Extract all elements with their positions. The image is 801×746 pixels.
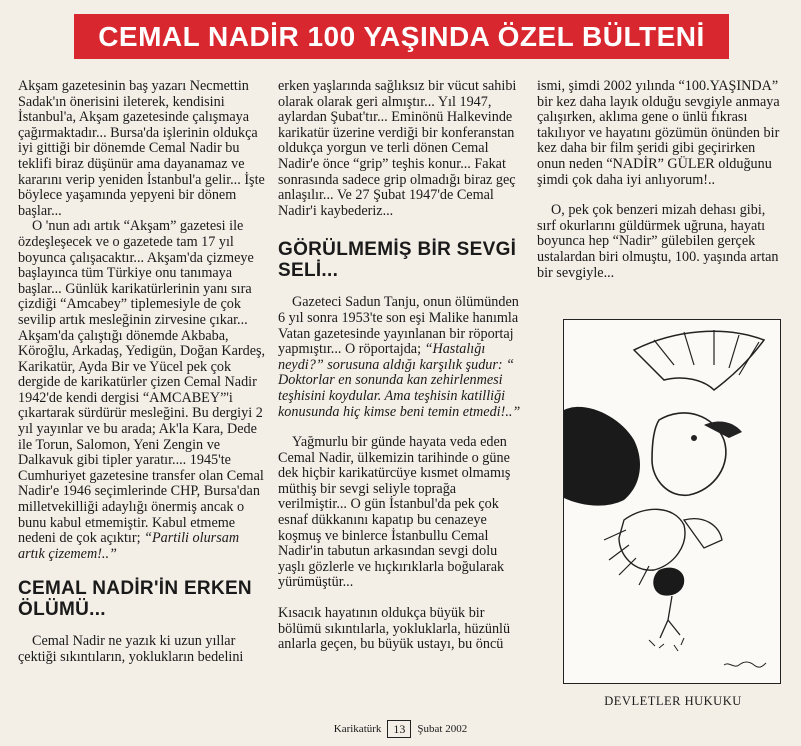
page-title: CEMAL NADİR 100 YAŞINDA ÖZEL BÜLTENİ xyxy=(98,20,705,52)
section-heading: GÖRÜLMEMİŞ BİR SEVGİ SELİ... xyxy=(278,239,517,282)
paragraph: Kısacık hayatının oldukça büyük bir bölümü sıkıntılarla, yokluklarla, hüzünlü anlarla geçen, bu büyük ustayı, bu öncü xyxy=(278,605,511,653)
column-2 xyxy=(278,79,526,653)
issue-date: Şubat 2002 xyxy=(417,723,468,735)
page-number: 13 xyxy=(387,720,411,738)
paragraph: ismi, şimdi 2002 yılında “100.YAŞINDA” bir kez daha layık olduğu sevgiyle anmaya çalışırken, aklıma gene o ünlü fıkrası takılıyor ve hayatını gözümün önünden bir kez daha bir film şeridi gibi geçirirken onun neden “NADİR” GÜLER olduğunu şimdi çok daha iyi anlıyorum!.. xyxy=(537,78,780,188)
column-1 xyxy=(18,79,266,666)
column-3 xyxy=(537,79,785,281)
paragraph: O, pek çok benzeri mizah dehası gibi, sırf okurlarını güldürmek uğruna, hayatı boyunca hep “Nadir” gülebilen gerçek ustalardan biri olmuştu, 100. yaşında artan bir sevgiyle... xyxy=(537,202,779,281)
paragraph: Akşam gazetesinin baş yazarı Necmettin Sadak'ın önerisini ileterek, kendisini İstanbul'a, Akşam gazetesinde çalışmaya çağırmaktadır... Bursa'da işlerinin oldukça iyi gittiği bir dönemde Cemal Nadir bu teklifi biraz düşünür ama dayanamaz ve kararını verip yeniden İstanbul'a gelir... İşte böylece yaşamında yepyeni bir dönem başlar... xyxy=(18,78,265,219)
cartoon-caption: DEVLETLER HUKUKU xyxy=(604,694,742,708)
section-heading: CEMAL NADİR'İN ERKEN ÖLÜMÜ... xyxy=(18,578,252,621)
magazine-name: Karikatürk xyxy=(333,723,382,735)
paragraph: Cemal Nadir ne yazık ki uzun yıllar çektiği sıkıntıların, yoklukların bedelini xyxy=(18,633,244,665)
cartoon-illustration xyxy=(563,319,781,684)
paragraph: Gazeteci Sadun Tanju, onun ölümünden 6 yıl sonra 1953'te son eşi Malike hanımla Vatan gazetesinde yayınlanan bir röportaj yapmıştır... O röportajda; “Hastalığı neydi?” sorusuna aldığı karşılık şudur: “ Doktorlar en sonunda kan zehirlenmesi teşhisini koydular. Ama teşhisin katilliği konusunda hiç kimse beni temin etmedi!..” xyxy=(278,294,521,420)
paragraph: O 'nun adı artık “Akşam” gazetesi ile özdeşleşecek ve o gazetede tam 17 yıl boyunca çalışacaktır... Akşam'da çizmeye başlayınca tüm Türkiye onu tanımaya başlar... Günlük karikatürlerinin yanı sıra çizdiği “Amcabey” tiplemesiyle de çok sevilip artık mesleğinin zirvesine çıkar... Akşam'da çalıştığı dönemde Akbaba, Köroğlu, Arkadaş, Yedigün, Doğan Kardeş, Karikatür, Ayda Bir ve Yücel pek çok dergide de karikatürler çizen Cemal Nadir 1942'de kendi dergisi “AMCABEY”'i çıkartarak sürdürür mesleğini. Bu dergiyi 2 yıl yayınlar ve bu arada; Ak'la Kara, Dede ile Torun, Salomon, Yeni Zengin ve Dalkavuk gibi tipler yaratır.... 1945'te Cumhuriyet gazetesine transfer olan Cemal Nadir'e 1946 seçimlerinde CHP, Bursa'dan milletvekilliği adaylığı önermiş ancak o bunu kabul etmemiştir. Kabul etmeme nedeni de çok açıktır; “Partili olursam artık çizemem!..” xyxy=(18,218,266,562)
page-footer xyxy=(0,718,801,740)
paragraph: erken yaşlarında sağlıksız bir vücut sahibi olarak olarak geri almıştır... Yıl 1947, aylardan Şubat'tır... Eminönü Halkevinde karikatür üzerine verdiği bir konferanstan oldukça yorgun ve terli dönen Cemal Nadir'e önce “grip” teşhis konur... Fakat sonrasında sadece grip olmadığı biraz geç anlaşılır... Ve 27 Şubat 1947'de Cemal Nadir'i kaybederiz... xyxy=(278,78,517,219)
header-banner xyxy=(74,14,729,59)
paragraph: Yağmurlu bir günde hayata veda eden Cemal Nadir, ülkemizin tarihinde o güne dek hiçbir karikatürcüye kısmet olmamış müthiş bir sevgi seliyle toprağa verilmiştir... O gün İstanbul'da pek çok esnaf dükkanını kapatıp bu cenazeye koşmuş ve binlerce İstanbullu Cemal Nadir'in tabutun arkasından sevgi dolu yaşlı gözlerle ve hıçkırıklarla boğularak yürümüştür... xyxy=(278,434,511,591)
eagle-cartoon-icon xyxy=(564,320,780,683)
